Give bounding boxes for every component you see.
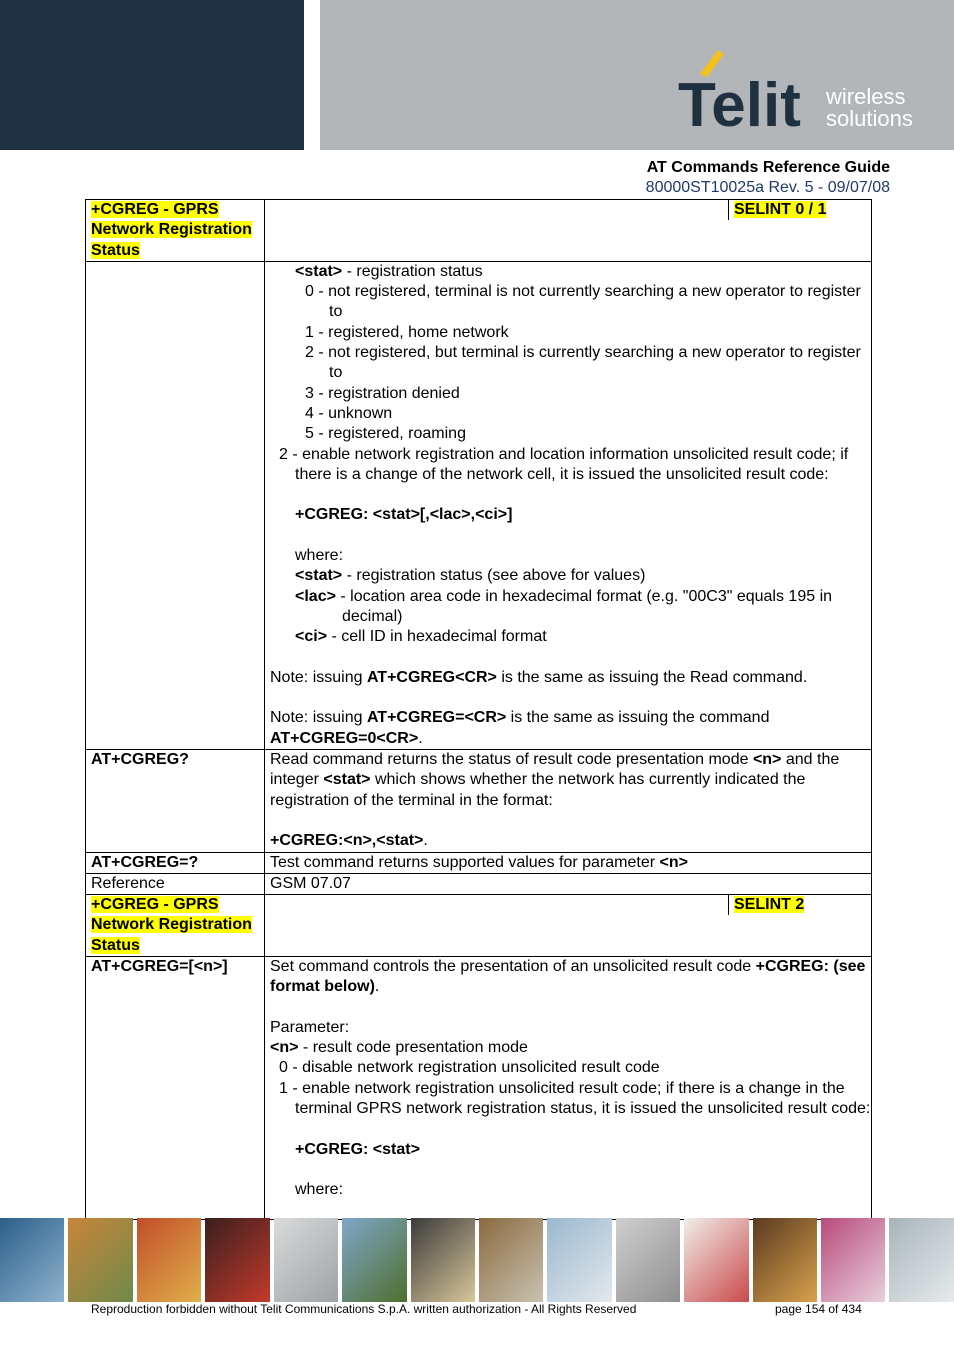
footer-page-number: page 154 of 434 — [775, 1302, 862, 1316]
selint-badge: SELINT 0 / 1 — [734, 201, 827, 218]
table-row: AT+CGREG=[<n>] Set command controls the presentation of an unsolicited result code +CGREG: (see format below). Parameter: <n> - result code presentation mode 0 - disable network registration unsolicited result code 1 - enable network registration unsolicited result code; if there is a change in the terminal GPRS network registration status, it is issued the unsolicited result code: +CGREG: <stat> where: — [86, 956, 872, 1219]
urc-format: +CGREG: <stat>[,<lac>,<ci>] — [295, 506, 513, 524]
where-label: where: — [295, 1181, 344, 1199]
table-header-row — [86, 200, 872, 262]
footer-legal: Reproduction forbidden without Telit Communications S.p.A. written authorization - All Rights Reserved — [91, 1302, 637, 1316]
logo-tagline-1: wireless — [826, 84, 906, 109]
table-header-row — [86, 895, 872, 957]
set-command: AT+CGREG=[<n>] — [86, 956, 265, 1219]
table-title: +CGREG - GPRS Network Registration Status — [91, 201, 252, 259]
table-row: AT+CGREG=? Test command returns supported values for parameter <n> — [86, 852, 872, 873]
logo-tagline-2: solutions — [826, 106, 913, 131]
header-dark-panel — [0, 0, 304, 150]
parameter-label: Parameter: — [270, 1018, 350, 1036]
list-item: 5 - registered, roaming — [305, 425, 466, 443]
mode-2-desc: 2 - enable network registration and location information unsolicited result code; if there is a change of the network cell, it is issued the unsolicited result code: — [279, 445, 849, 483]
list-item: 1 - registered, home network — [305, 323, 509, 341]
footer-image-strip — [0, 1218, 954, 1302]
command-table-selint-2 — [85, 894, 872, 1220]
table-row: AT+CGREG? Read command returns the status of result code presentation mode <n> and the integer <stat> which shows whether the network has currently indicated the registration of the terminal in the format: +CGREG:<n>,<stat>. — [86, 750, 872, 852]
read-command: AT+CGREG? — [86, 750, 265, 852]
test-command: AT+CGREG=? — [86, 852, 265, 873]
selint-badge: SELINT 2 — [734, 896, 805, 913]
document-title: AT Commands Reference Guide — [646, 159, 890, 176]
logo-word: Telit — [678, 71, 801, 132]
list-item: 3 - registration denied — [305, 384, 460, 402]
reference-value: GSM 07.07 — [265, 873, 872, 894]
read-desc: Read command returns the status of result code presentation mode <n> and the integer <stat> which shows whether the network has currently indicated the registration of the terminal in the format: — [270, 751, 840, 809]
table-title: +CGREG - GPRS Network Registration Status — [91, 896, 252, 954]
read-format: +CGREG:<n>,<stat> — [270, 832, 424, 850]
list-item: 0 - disable network registration unsolicited result code — [279, 1059, 660, 1077]
command-table-selint-0-1 — [85, 199, 872, 895]
list-item: 0 - not registered, terminal is not currently searching a new operator to register to — [305, 283, 861, 321]
table-row: <stat> - registration status 0 - not registered, terminal is not currently searching a new operator to register to 1 - registered, home network 2 - not registered, but terminal is currently searching a new operator to register to 3 - registration denied 4 - unknown 5 - registered, roaming 2 - enable network registration and location information unsolicited result code; if there is a change of the network cell, it is issued the unsolicited result code: +CGREG: <stat>[,<lac>,<ci>] where: <stat> - registration status (see above for values) <lac> - location area code in hexadecimal format (e.g. "00C3" equals 195 in decimal) <ci> - cell ID in hexadecimal format Note: issuing AT+CGREG<CR> is the same as issuing the Read command. Note: issuing AT+CGREG=<CR> is the same as issuing the command AT+CGREG=0<CR>. — [86, 261, 872, 749]
note-2: Note: issuing AT+CGREG=<CR> is the same as issuing the command AT+CGREG=0<CR>. — [270, 709, 770, 747]
reference-label: Reference — [86, 873, 265, 894]
where-label: where: — [295, 547, 344, 565]
set-desc: Set command controls the presentation of an unsolicited result code +CGREG: (see format below). — [270, 957, 866, 996]
document-subtitle: 80000ST10025a Rev. 5 - 09/07/08 — [645, 179, 890, 196]
table-row — [86, 873, 872, 894]
list-item: 4 - unknown — [305, 404, 393, 422]
param-stat: <stat> — [295, 262, 343, 280]
list-item: 2 - not registered, but terminal is currently searching a new operator to register to — [305, 344, 861, 382]
telit-logo — [676, 48, 936, 132]
urc-format: +CGREG: <stat> — [295, 1140, 420, 1158]
note-1: Note: issuing AT+CGREG<CR> is the same as issuing the Read command. — [270, 668, 808, 686]
list-item: 1 - enable network registration unsolicited result code; if there is a change in the terminal GPRS network registration status, it is issued the unsolicited result code: — [279, 1079, 871, 1117]
